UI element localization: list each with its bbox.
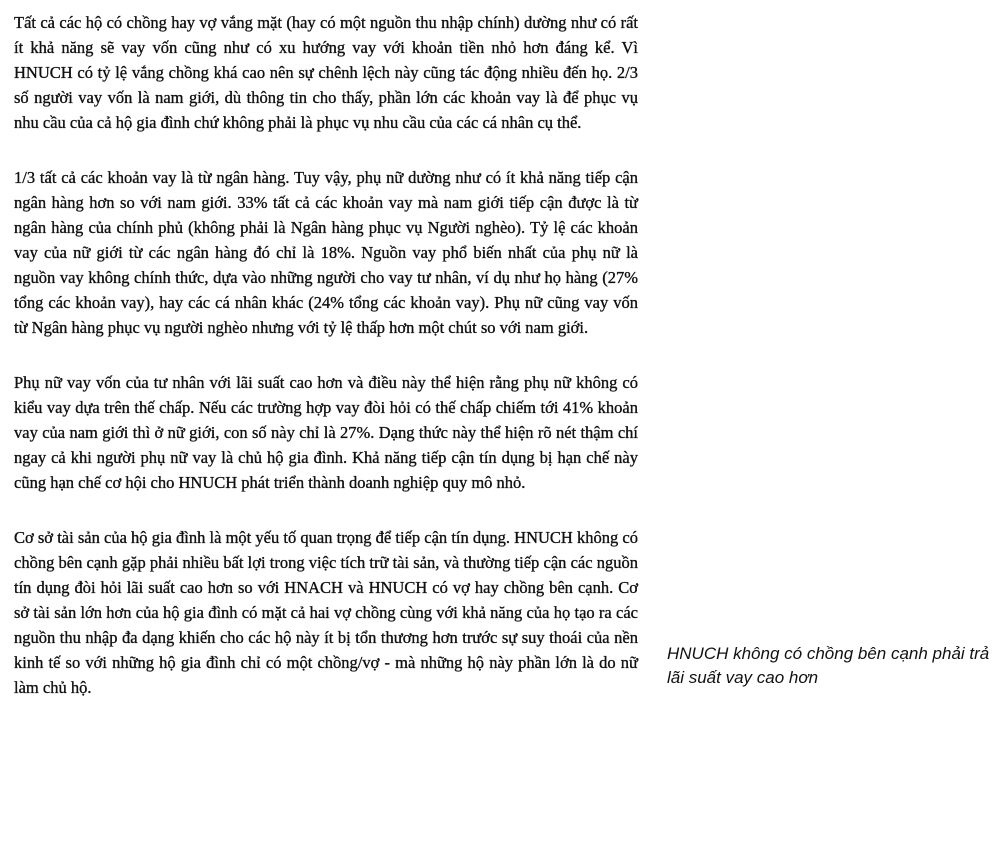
main-text-column	[14, 10, 638, 730]
margin-note: HNUCH không có chồng bên cạnh phải trả lãi suất vay cao hơn	[667, 644, 990, 687]
paragraph-3: Phụ nữ vay vốn của tư nhân với lãi suất cao hơn và điều này thể hiện rằng phụ nữ không có kiểu vay dựa trên thế chấp. Nếu các trường hợp vay đòi hỏi có thế chấp chiếm tới 41% khoản vay của nam giới thì ở nữ giới, con số này chỉ là 27%. Dạng thức này thể hiện rõ nét thậm chí ngay cả khi người phụ nữ vay là chủ hộ gia đình. Khả năng tiếp cận tín dụng bị hạn chế này cũng hạn chế cơ hội cho HNUCH phát triển thành doanh nghiệp quy mô nhỏ.	[14, 373, 638, 492]
paragraph-1: Tất cả các hộ có chồng hay vợ vắng mặt (hay có một nguồn thu nhập chính) dường như có rất ít khả năng sẽ vay vốn cũng như có xu hướng vay với khoản tiền nhỏ hơn đáng kể. Vì HNUCH có tỷ lệ vắng chồng khá cao nên sự chênh lệch này cũng tác động nhiều đến họ. 2/3 số người vay vốn là nam giới, dù thông tin cho thấy, phần lớn các khoản vay là để phục vụ nhu cầu của cả hộ gia đình chứ không phải là phục vụ nhu cầu của các cá nhân cụ thể.	[14, 13, 638, 132]
paragraph-4: Cơ sở tài sản của hộ gia đình là một yếu tố quan trọng để tiếp cận tín dụng. HNUCH không có chồng bên cạnh gặp phải nhiều bất lợi trong việc tích trữ tài sản, và thường tiếp cận các nguồn tín dụng đòi hỏi lãi suất cao hơn so với HNACH và HNUCH có vợ hay chồng bên cạnh. Cơ sở tài sản lớn hơn của hộ gia đình có mặt cả hai vợ chồng cùng với khả năng của họ tạo ra các nguồn thu nhập đa dạng khiến cho các hộ này ít bị tổn thương hơn trước sự suy thoái của nền kinh tế so với những hộ gia đình chỉ có một chồng/vợ - mà những hộ này phần lớn là do nữ làm chủ hộ.	[14, 528, 638, 697]
paragraph-2: 1/3 tất cả các khoản vay là từ ngân hàng. Tuy vậy, phụ nữ dường như có ít khả năng tiếp cận ngân hàng hơn so với nam giới. 33% tất cả các khoản vay mà nam giới tiếp cận được là từ ngân hàng của chính phủ (không phải là Ngân hàng phục vụ Người nghèo). Tỷ lệ các khoản vay của nữ giới từ các ngân hàng đó chỉ là 18%. Nguồn vay phổ biến nhất của phụ nữ là nguồn vay không chính thức, dựa vào những người cho vay tư nhân, ví dụ như họ hàng (27% tổng các khoản vay), hay các cá nhân khác (24% tổng các khoản vay). Phụ nữ cũng vay vốn từ Ngân hàng phục vụ người nghèo nhưng với tỷ lệ thấp hơn một chút so với nam giới.	[14, 168, 638, 337]
